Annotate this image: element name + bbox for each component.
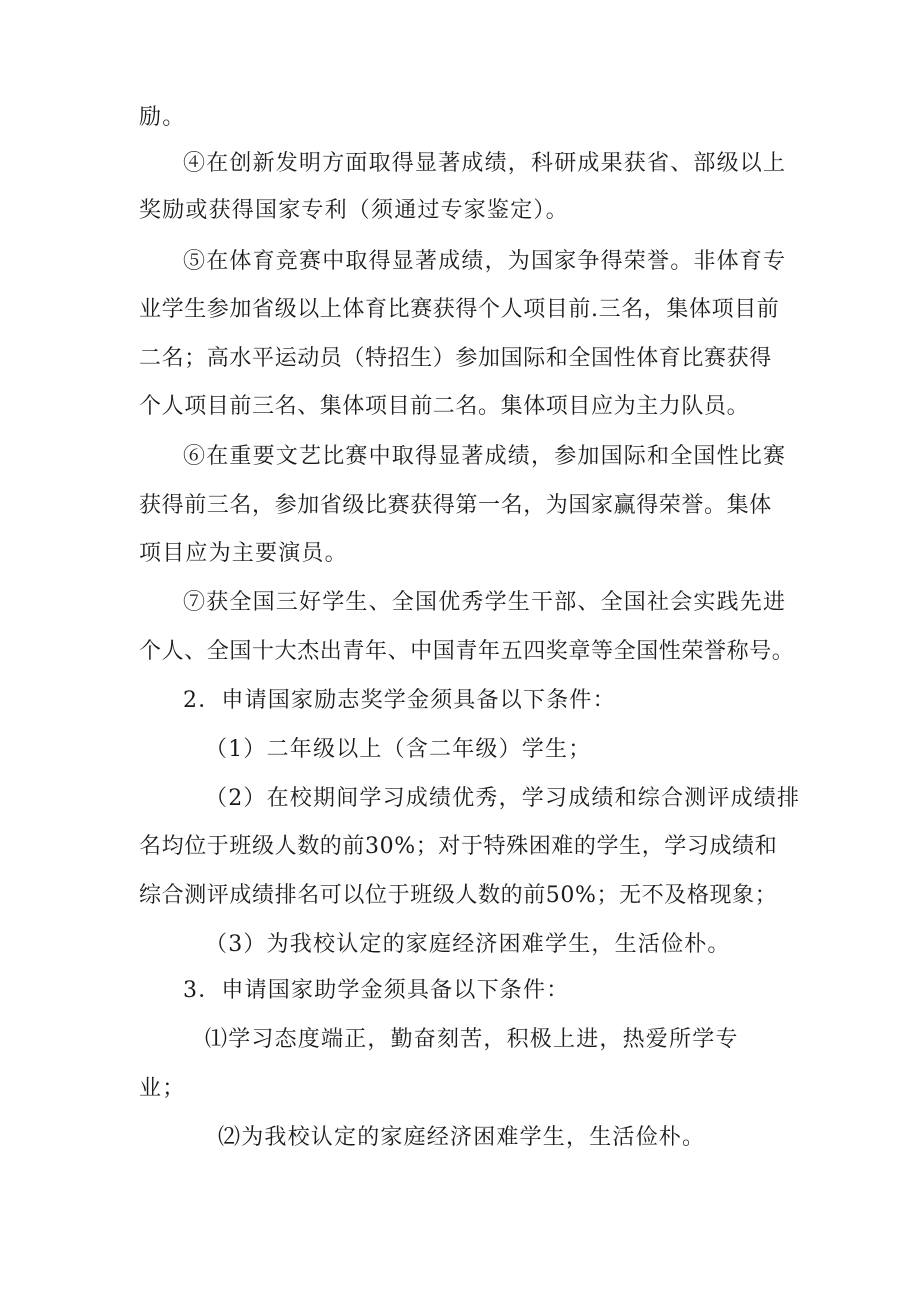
paragraph-line: 综合测评成绩排名可以位于班级人数的前50%；无不及格现象； (139, 883, 778, 908)
list-item: ⑵为我校认定的家庭经济困难学生，生活俭朴。 (218, 1125, 706, 1150)
list-item: （2）在校期间学习成绩优秀，学习成绩和综合测评成绩排 (205, 786, 801, 811)
paragraph-line: ⑥在重要文艺比赛中取得显著成绩，参加国际和全国性比赛 (183, 444, 787, 469)
section-heading: 3．申请国家助学金须具备以下条件： (183, 978, 570, 1003)
paragraph-line: 名均位于班级人数的前30%；对于特殊困难的学生，学习成绩和 (139, 834, 778, 859)
paragraph-line: 项目应为主要演员。 (139, 541, 348, 566)
section-heading: 2．申请国家励志奖学金须具备以下条件： (183, 688, 616, 713)
list-item: ⑴学习态度端正，勤奋刻苦，积极上进，热爱所学专 (205, 1027, 739, 1052)
list-item: （3）为我校认定的家庭经济困难学生，生活俭朴。 (205, 932, 731, 957)
paragraph-line: 获得前三名，参加省级比赛获得第一名，为国家赢得荣誉。集体 (139, 493, 772, 518)
paragraph-line: 业； (139, 1076, 186, 1101)
paragraph-line: ⑤在体育竞赛中取得显著成绩，为国家争得荣誉。非体育专 (183, 249, 787, 274)
paragraph-line: ④在创新发明方面取得显著成绩，科研成果获省、部级以上 (183, 151, 787, 176)
paragraph-line: 奖励或获得国家专利（须通过专家鉴定）。 (139, 198, 569, 223)
paragraph-line: 业学生参加省级以上体育比赛获得个人项目前.三名，集体项目前 (139, 297, 780, 322)
paragraph-line: 个人、全国十大杰出青年、中国青年五四奖章等全国性荣誉称号。 (139, 639, 795, 664)
paragraph-line: 二名；高水平运动员（特招生）参加国际和全国性体育比赛获得 (139, 346, 772, 371)
paragraph-line: 个人项目前三名、集体项目前二名。集体项目应为主力队员。 (139, 394, 750, 419)
paragraph-line: 励。 (139, 105, 186, 130)
paragraph-line: ⑦获全国三好学生、全国优秀学生干部、全国社会实践先进 (183, 590, 787, 615)
list-item: （1）二年级以上（含二年级）学生； (205, 737, 592, 762)
